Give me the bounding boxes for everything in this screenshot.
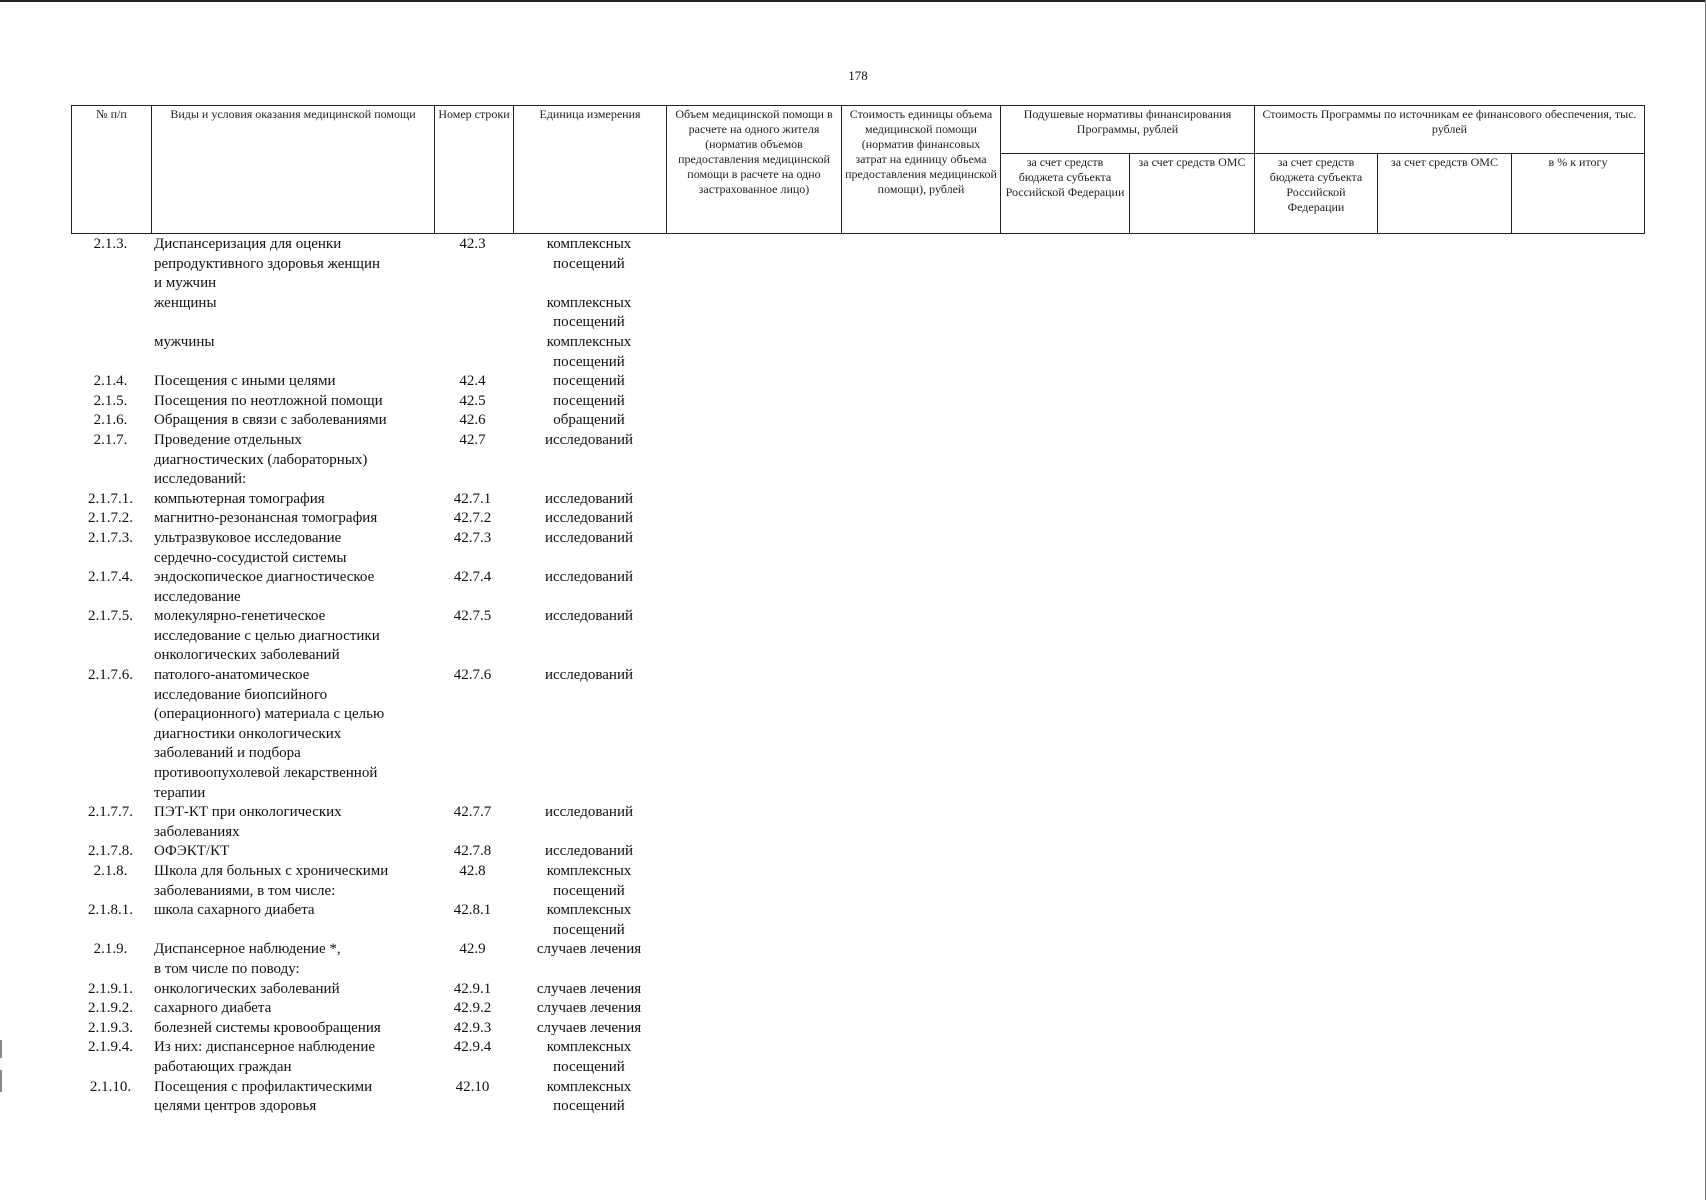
row-name-line: молекулярно-генетическое	[154, 608, 326, 625]
header-pc-oms: за счет средств ОМС	[1130, 154, 1255, 234]
row-unit-line: случаев лечения	[536, 1019, 642, 1036]
header-cost-unit: Стоимость единицы объема медицинской помощи (норматив финансовых затрат на единицу объема предоставления медицинской помощи), рублей	[842, 106, 1001, 234]
row-name	[150, 901, 436, 921]
row-unit-line: комплексных	[546, 863, 632, 879]
row-name-line: противоопухолевой лекарственной	[154, 765, 378, 782]
row-name-line: Из них: диспансерное наблюдение	[154, 1039, 376, 1056]
table-row	[71, 333, 671, 372]
row-unit	[509, 607, 669, 627]
row-number: 2.1.3.	[93, 236, 128, 252]
row-unit-line: посещений	[553, 255, 625, 272]
row-number: 2.1.7.7.	[88, 804, 133, 821]
row-unit-line: исследований	[544, 804, 634, 821]
row-unit	[509, 431, 669, 451]
row-code: 42.9.2	[453, 1000, 492, 1017]
table-row	[71, 940, 671, 979]
row-number: 2.1.8.	[93, 863, 128, 879]
row-unit	[509, 862, 669, 901]
row-name	[150, 235, 436, 294]
header-kind: Виды и условия оказания медицинской помощи	[152, 106, 435, 234]
row-name-line: заболеваний и подбора	[154, 745, 301, 762]
row-name-line: сердечно-сосудистой системы	[154, 549, 347, 566]
header-num: № п/п	[72, 106, 152, 234]
row-name-line: патолого-анатомическое	[154, 667, 310, 684]
scan-mark	[0, 1070, 2, 1092]
row-name-line: Диспансеризация для оценки	[154, 236, 342, 252]
row-unit	[509, 568, 669, 588]
table-row	[71, 666, 671, 803]
row-number: 2.1.7.1.	[88, 490, 133, 507]
row-name	[150, 1019, 436, 1039]
table-row	[71, 294, 671, 333]
row-number: 2.1.9.2.	[88, 1000, 133, 1017]
row-name-line: заболеваниями, в том числе:	[154, 882, 336, 899]
row-code: 42.9.1	[453, 980, 492, 997]
row-unit-line: комплексных	[546, 1078, 632, 1095]
row-name	[150, 509, 436, 529]
row-unit	[509, 392, 669, 412]
row-unit	[509, 372, 669, 392]
row-name-line: исследование с целью диагностики	[154, 627, 380, 644]
row-number: 2.1.10.	[89, 1078, 132, 1095]
row-code: 42.7	[459, 431, 486, 448]
row-name-line: женщины	[154, 294, 217, 311]
row-name	[150, 431, 436, 490]
row-name-line: ультразвуковое исследование	[154, 529, 342, 546]
table-row	[71, 568, 671, 607]
row-name-line: Посещения по неотложной помощи	[154, 392, 383, 409]
row-name-line: Обращения в связи с заболеваниями	[154, 412, 387, 429]
row-name-line: Школа для больных с хроническими	[154, 863, 389, 879]
row-name	[150, 529, 436, 568]
row-unit-line: комплексных	[546, 1039, 632, 1056]
table-row	[71, 411, 671, 431]
row-unit-line: обращений	[553, 412, 625, 429]
row-code: 42.9.3	[453, 1019, 492, 1036]
header-prog-budget: за счет средств бюджета субъекта Российской Федерации	[1255, 154, 1378, 234]
row-name-line: диагностики онкологических	[154, 725, 342, 742]
row-name-line: сахарного диабета	[154, 1000, 272, 1017]
table-row	[71, 392, 671, 412]
row-code: 42.7.1	[453, 490, 492, 507]
row-name	[150, 568, 436, 607]
row-number: 2.1.5.	[93, 392, 128, 409]
row-unit-line: посещений	[553, 921, 625, 938]
row-unit-line: исследований	[544, 569, 634, 586]
row-number: 2.1.9.1.	[88, 980, 133, 997]
row-unit-line: комплексных	[546, 333, 632, 350]
row-name-line: диагностических (лабораторных)	[154, 451, 368, 468]
row-unit-line: исследований	[544, 431, 634, 448]
row-unit	[509, 803, 669, 823]
row-name-line: целями центров здоровья	[154, 1098, 317, 1115]
row-name-line: онкологических заболеваний	[154, 980, 340, 997]
row-unit-line: случаев лечения	[536, 1000, 642, 1017]
row-name-line: в том числе по поводу:	[154, 960, 300, 977]
row-code: 42.4	[459, 373, 486, 390]
row-unit	[509, 980, 669, 1000]
row-name	[150, 607, 436, 666]
row-unit	[509, 666, 669, 686]
table-row	[71, 431, 671, 490]
row-unit-line: исследований	[544, 529, 634, 546]
row-unit	[509, 333, 669, 372]
row-number: 2.1.4.	[93, 373, 128, 390]
row-code: 42.9	[459, 941, 486, 958]
row-name	[150, 490, 436, 510]
row-name-line: эндоскопическое диагностическое	[154, 569, 375, 586]
table-row	[71, 509, 671, 529]
row-unit-line: посещений	[553, 1058, 625, 1075]
row-unit-line: исследований	[544, 608, 634, 625]
row-name-line: магнитно-резонансная томография	[154, 510, 378, 527]
table-row	[71, 1019, 671, 1039]
row-code: 42.9.4	[453, 1039, 492, 1056]
row-unit-line: случаев лечения	[536, 980, 642, 997]
row-unit-line: исследований	[544, 490, 634, 507]
row-unit	[509, 901, 669, 940]
row-name-line: и мужчин	[154, 275, 217, 292]
row-unit	[509, 1038, 669, 1077]
row-code: 42.7.5	[453, 608, 492, 625]
row-unit-line: исследований	[544, 510, 634, 527]
row-name	[150, 392, 436, 412]
row-number: 2.1.7.8.	[88, 843, 133, 860]
row-unit	[509, 1078, 669, 1117]
row-name-line: болезней системы кровообращения	[154, 1019, 381, 1036]
row-code: 42.7.8	[453, 843, 492, 860]
table-row	[71, 980, 671, 1000]
page-number: 178	[848, 68, 868, 83]
row-number: 2.1.9.	[93, 941, 128, 958]
row-name-line: Проведение отдельных	[154, 431, 302, 448]
table-row	[71, 490, 671, 510]
row-name-line: онкологических заболеваний	[154, 647, 340, 664]
row-number: 2.1.7.6.	[88, 667, 133, 684]
header-volume: Объем медицинской помощи в расчете на одного жителя (норматив объемов предоставления медицинской помощи в расчете на одно застрахованное лицо)	[667, 106, 842, 234]
row-number: 2.1.7.5.	[88, 608, 133, 625]
row-unit-line: посещений	[553, 314, 625, 331]
row-name-line: исследование биопсийного	[154, 686, 328, 703]
row-name-line: исследований:	[154, 471, 247, 488]
row-name	[150, 862, 436, 901]
scan-mark	[0, 1040, 2, 1058]
row-number: 2.1.7.3.	[88, 529, 133, 546]
table-row	[71, 803, 671, 842]
table-row	[71, 862, 671, 901]
row-unit	[509, 999, 669, 1019]
row-code: 42.10	[455, 1078, 490, 1095]
table-row	[71, 235, 671, 294]
row-code: 42.6	[459, 412, 486, 429]
header-row-no: Номер строки	[435, 106, 514, 234]
row-name	[150, 842, 436, 862]
row-unit-line: исследований	[544, 667, 634, 684]
row-name	[150, 999, 436, 1019]
row-unit	[509, 294, 669, 333]
row-code: 42.7.3	[453, 529, 492, 546]
row-number: 2.1.9.4.	[88, 1039, 133, 1056]
row-code: 42.5	[459, 392, 486, 409]
row-unit-line: посещений	[553, 353, 625, 370]
row-unit-line: комплексных	[546, 236, 632, 252]
row-unit-line: случаев лечения	[536, 941, 642, 958]
scan-top-border	[0, 0, 1706, 2]
header-unit: Единица измерения	[514, 106, 667, 234]
table-row	[71, 1078, 671, 1117]
row-name-line: компьютерная томография	[154, 490, 325, 507]
row-name	[150, 1038, 436, 1077]
row-name-line: Диспансерное наблюдение *,	[154, 941, 341, 958]
row-unit-line: посещений	[553, 373, 625, 390]
row-name-line: школа сахарного диабета	[154, 902, 315, 919]
row-unit-line: посещений	[553, 392, 625, 409]
row-name-line: ПЭТ-КТ при онкологических	[154, 804, 342, 821]
row-number: 2.1.7.2.	[88, 510, 133, 527]
table-row	[71, 999, 671, 1019]
row-name	[150, 1078, 436, 1117]
header-prog-oms: за счет средств ОМС	[1378, 154, 1512, 234]
row-name	[150, 333, 436, 353]
row-unit	[509, 529, 669, 549]
row-unit-line: комплексных	[546, 294, 632, 311]
row-name-line: репродуктивного здоровья женщин	[154, 255, 381, 272]
row-unit	[509, 509, 669, 529]
row-name	[150, 666, 436, 803]
table-header	[71, 105, 1645, 234]
row-name	[150, 372, 436, 392]
row-number: 2.1.6.	[93, 412, 128, 429]
row-name-line: ОФЭКТ/КТ	[154, 843, 230, 860]
row-number: 2.1.8.1.	[88, 902, 133, 919]
table-row	[71, 1038, 671, 1077]
row-name	[150, 803, 436, 842]
row-code: 42.8	[459, 863, 486, 879]
row-name	[150, 294, 436, 314]
row-code: 42.7.6	[453, 667, 492, 684]
row-name	[150, 411, 436, 431]
header-pc-budget: за счет средств бюджета субъекта Российской Федерации	[1001, 154, 1130, 234]
table-row	[71, 842, 671, 862]
table-body	[71, 235, 671, 1117]
row-unit-line: посещений	[553, 1098, 625, 1115]
header-prog-percent: в % к итогу	[1512, 154, 1645, 234]
table-row	[71, 901, 671, 940]
row-unit	[509, 490, 669, 510]
row-unit	[509, 940, 669, 960]
row-code: 42.3	[459, 236, 486, 252]
row-number: 2.1.7.	[93, 431, 128, 448]
row-code: 42.7.2	[453, 510, 492, 527]
header-program-cost: Стоимость Программы по источникам ее финансового обеспечения, тыс. рублей	[1255, 106, 1645, 154]
row-number: 2.1.7.4.	[88, 569, 133, 586]
row-unit-line: посещений	[553, 882, 625, 899]
row-name-line: заболеваниях	[154, 823, 240, 840]
row-unit	[509, 1019, 669, 1039]
row-name-line: работающих граждан	[154, 1058, 292, 1075]
row-name-line: мужчины	[154, 333, 215, 350]
row-unit	[509, 411, 669, 431]
table-row	[71, 372, 671, 392]
row-code: 42.7.7	[453, 804, 492, 821]
row-name-line: терапии	[154, 784, 206, 801]
row-name-line: Посещения с профилактическими	[154, 1078, 373, 1095]
row-name-line: (операционного) материала с целью	[154, 706, 385, 723]
row-unit-line: комплексных	[546, 902, 632, 919]
row-code: 42.8.1	[453, 902, 492, 919]
row-code: 42.7.4	[453, 569, 492, 586]
row-name	[150, 980, 436, 1000]
row-unit-line: исследований	[544, 843, 634, 860]
row-unit	[509, 842, 669, 862]
row-number: 2.1.9.3.	[88, 1019, 133, 1036]
row-name	[150, 940, 436, 979]
row-name-line: исследование	[154, 588, 241, 605]
table-row	[71, 607, 671, 666]
row-name-line: Посещения с иными целями	[154, 373, 336, 390]
header-per-capita: Подушевые нормативы финансирования Программы, рублей	[1001, 106, 1255, 154]
table-row	[71, 529, 671, 568]
row-unit	[509, 235, 669, 274]
